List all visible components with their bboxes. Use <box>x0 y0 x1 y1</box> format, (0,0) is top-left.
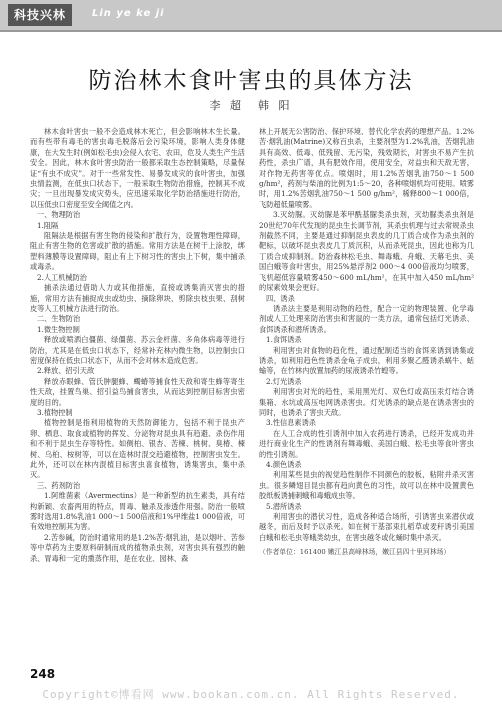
section-heading: 二、生物防治 <box>37 314 81 324</box>
section-heading: 1.食饵诱杀 <box>266 335 302 345</box>
author-affiliation: （作者单位：161400 嫩江县高峰林场，嫩江县四十里河林场） <box>259 548 451 557</box>
section-heading: 3.性信息素诱杀 <box>266 418 316 428</box>
section-heading: 四、诱杀 <box>266 293 295 303</box>
body-paragraph: 林上开展无公害防治、保护环境、替代化学农药的理想产品。1.2%苦·烟乳油(Matrine)又称百虫杀，主要剂型为1.2%乳油，苦烟乳油具有高效、低毒、低残留、无污染，残效期长，对害虫不易产生抗药性，杀虫广谱，具有肥效作用，使用安全，对益虫和天敌无害，对作物无药害等优点。喷烟时，用1.2%苦烟乳油750～1 500 g/hm²，药剂与柴油的比例为1:5～20，各种喷烟机均可使用。喷雾时，用1.2%苦烟乳油750～1 500 g/hm²，稀释800～1 000倍，飞防超低量喷雾。 <box>259 127 474 209</box>
section-heading: 1.微生物控制 <box>37 324 80 334</box>
copyright-watermark: Copyright©博看网 www.bookan.com.cn. All Rights Reserved. <box>42 688 460 701</box>
body-paragraph: 捕杀法通过借助人力或其他措施，直接或诱集消灭害虫的措施，常用方法有捕捉成虫或幼虫、摘除卵块、剪除虫枝虫果、刮树皮等人工机械方法进行防治。 <box>30 283 245 313</box>
header-band <box>0 0 502 30</box>
section-sub-label: Lin ye ke ji <box>92 8 165 19</box>
section-heading: 2.人工机械防治 <box>37 272 87 282</box>
body-paragraph: 3.灭幼脲。灭幼脲是苯甲酰基脲类杀虫剂，灭幼脲类杀虫剂是20世纪70年代发现的昆虫生长调节剂，其杀虫机理与过去常规杀虫剂截然不同，主要是通过抑制昆虫表皮的几丁质合成作为杀虫剂的靶标，以破坏昆虫表皮几丁质沉积，从而杀死昆虫，因此也称为几丁质合成抑制剂。防治森林松毛虫、舞毒蛾、舟蛾、天幕毛虫、美国白蛾等食叶害虫，用25%悬浮剂2 000～4 000倍液均匀喷雾，飞机超低容量喷雾450～600 mL/hm²，在其中加入450 mL/hm²的尿素效果会更好。 <box>259 210 474 293</box>
section-heading: 5.潜所诱杀 <box>266 501 302 511</box>
section-heading: 1.阻隔 <box>37 220 59 230</box>
body-paragraph: 释放或喷洒白僵菌、绿僵菌、苏云金杆菌、多角体病毒等进行防治，尤其是在低虫口状态下，经常补充林内微生物，以控制虫口密度保持在低虫口状态下，从而不会对林木造成危害。 <box>30 335 245 365</box>
left-column <box>30 127 245 564</box>
body-paragraph: 阻隔法是根据有害生物的侵染和扩散行为，设置物理性障碍，阻止有害生物的危害或扩散的措施。常用方法是在树干上涂胶，绑塑料薄膜等设置障碍，阻止有上下树习性的害虫上下树，集中捕杀或毒杀。 <box>30 231 245 272</box>
body-paragraph: 诱杀法主要是利用动物的趋性，配合一定的物理装置、化学毒剂或人工处理来防治害虫和害鼠的一类方法，通常包括灯光诱杀、食饵诱杀和潜所诱杀。 <box>259 303 474 334</box>
section-label: 科技兴林 <box>8 4 72 26</box>
header-rule <box>0 30 502 32</box>
section-heading: 4.颜色诱杀 <box>266 460 302 469</box>
section-heading: 3.植物控制 <box>37 407 73 417</box>
body-paragraph: 植物控制是指利用植物的天然防御能力，包括不利于昆虫产卵、栖息、取食或植物的挥发、分泌物对昆虫具有趋避、杀伤作用和不利于昆虫生存等特性。如侧柏、银杏、苦楝、桃树、臭椿、楝树、乌桕、桉树等，可以在造林时混交趋避植物，控制害虫发生。此外，还可以在林内混植目标害虫喜食植物，诱集害虫，集中杀灭。 <box>30 418 245 480</box>
right-column <box>259 127 474 558</box>
page-number: 248 <box>30 667 56 681</box>
body-paragraph: 利用害虫对食物的趋化性，通过配制适当的食饵来诱到诱集或诱杀，如利用趋色性诱杀金龟子成虫，利用多聚乙醛诱杀蜗牛、蛞蝓等，在竹林内放置加药的尿液诱杀竹蝗等。 <box>259 345 474 376</box>
body-paragraph: 利用害虫对光的趋性，采用黑光灯、双色灯或高压汞灯结合诱集箱、水坑或高压电网诱杀害虫。灯光诱杀的缺点是在诱杀害虫的同时，也诱杀了害虫天敌。 <box>259 387 474 417</box>
body-paragraph: 1.阿维菌素（Avermectins）是一种新型的抗生素类，具有结构新颖、农畜两用的特点，胃毒、触杀及渗透作用强。防治一般喷雾时选用1.8%乳油1 000～1 500倍液和1%甲维盐1 000倍液，可有效地控制其为害。 <box>30 491 245 532</box>
section-heading: 一、物理防治 <box>37 210 81 220</box>
article-title: 防治林木食叶害虫的具体方法 <box>88 68 414 94</box>
body-paragraph: 利用某些昆虫的视觉趋性制作不同颜色的胶板，粘附并杀灭害虫。很多鳞翅目昆虫都有趋向黄色的习性，故可以在林中设置黄色胶纸板诱捕刺蛾和毒蛾成虫等。 <box>259 470 474 501</box>
body-paragraph: 林木食叶害虫一般不会造成林木死亡，但会影响林木生长量。而有些带有毒毛的害虫毒毛脱落后会污染环境，影响人类身体健康，在大发生时(例如松毛虫)会侵入农宅、农田，危及人类生产生活安全。因此，林木食叶害虫防治一般都采取生态控制策略，尽量保证“有虫不成灾”。对于一些常发性、易暴发成灾的食叶害虫，加强虫情监测，在低虫口状态下，一般采取生物防治措施，控制其不成灾；一旦出现暴发成灾势头，应迅速采取化学防治措施进行防治，以压低虫口密度至安全阈值之内。 <box>30 127 245 209</box>
body-paragraph: 利用害虫的潜伏习性，造成各种适合场所，引诱害虫来潜伏或越冬，而后及时予以杀死。如在树干基部束扎稻草或麦秆诱引美国白蛾和松毛虫等蛾类幼虫，在害虫越冬或化蛹时集中杀灭。 <box>259 512 474 542</box>
body-paragraph: 在人工合成的性引诱剂中加入农药进行诱杀，已经开发成功并进行商业化生产的性诱剂有舞毒蛾、美国白蛾、松毛虫等食叶害虫的性引诱剂。 <box>259 428 474 459</box>
body-paragraph: 2.苦参碱，防治时通常用的是1.2%苦·烟乳油，是以烟叶、苦参等中草药为主要原料研制而成的植物杀虫剂，对害虫具有强烈的触杀、胃毒和一定的熏蒸作用，是在农业、园林、森 <box>30 532 245 563</box>
section-heading: 2.灯光诱杀 <box>266 376 302 386</box>
body-paragraph: 释放赤眼蜂、管氏肿腿蜂、蠋蝽等捕食性天敌和寄生蜂等寄生性天敌，挂置鸟巢、招引益鸟捕食害虫，从而达到控制目标害虫密度的目的。 <box>30 376 245 407</box>
section-heading: 三、药剂防治 <box>37 480 81 490</box>
article-authors: 李 超 韩 阳 <box>209 99 293 112</box>
section-heading: 2.释放、招引天敌 <box>37 366 95 376</box>
